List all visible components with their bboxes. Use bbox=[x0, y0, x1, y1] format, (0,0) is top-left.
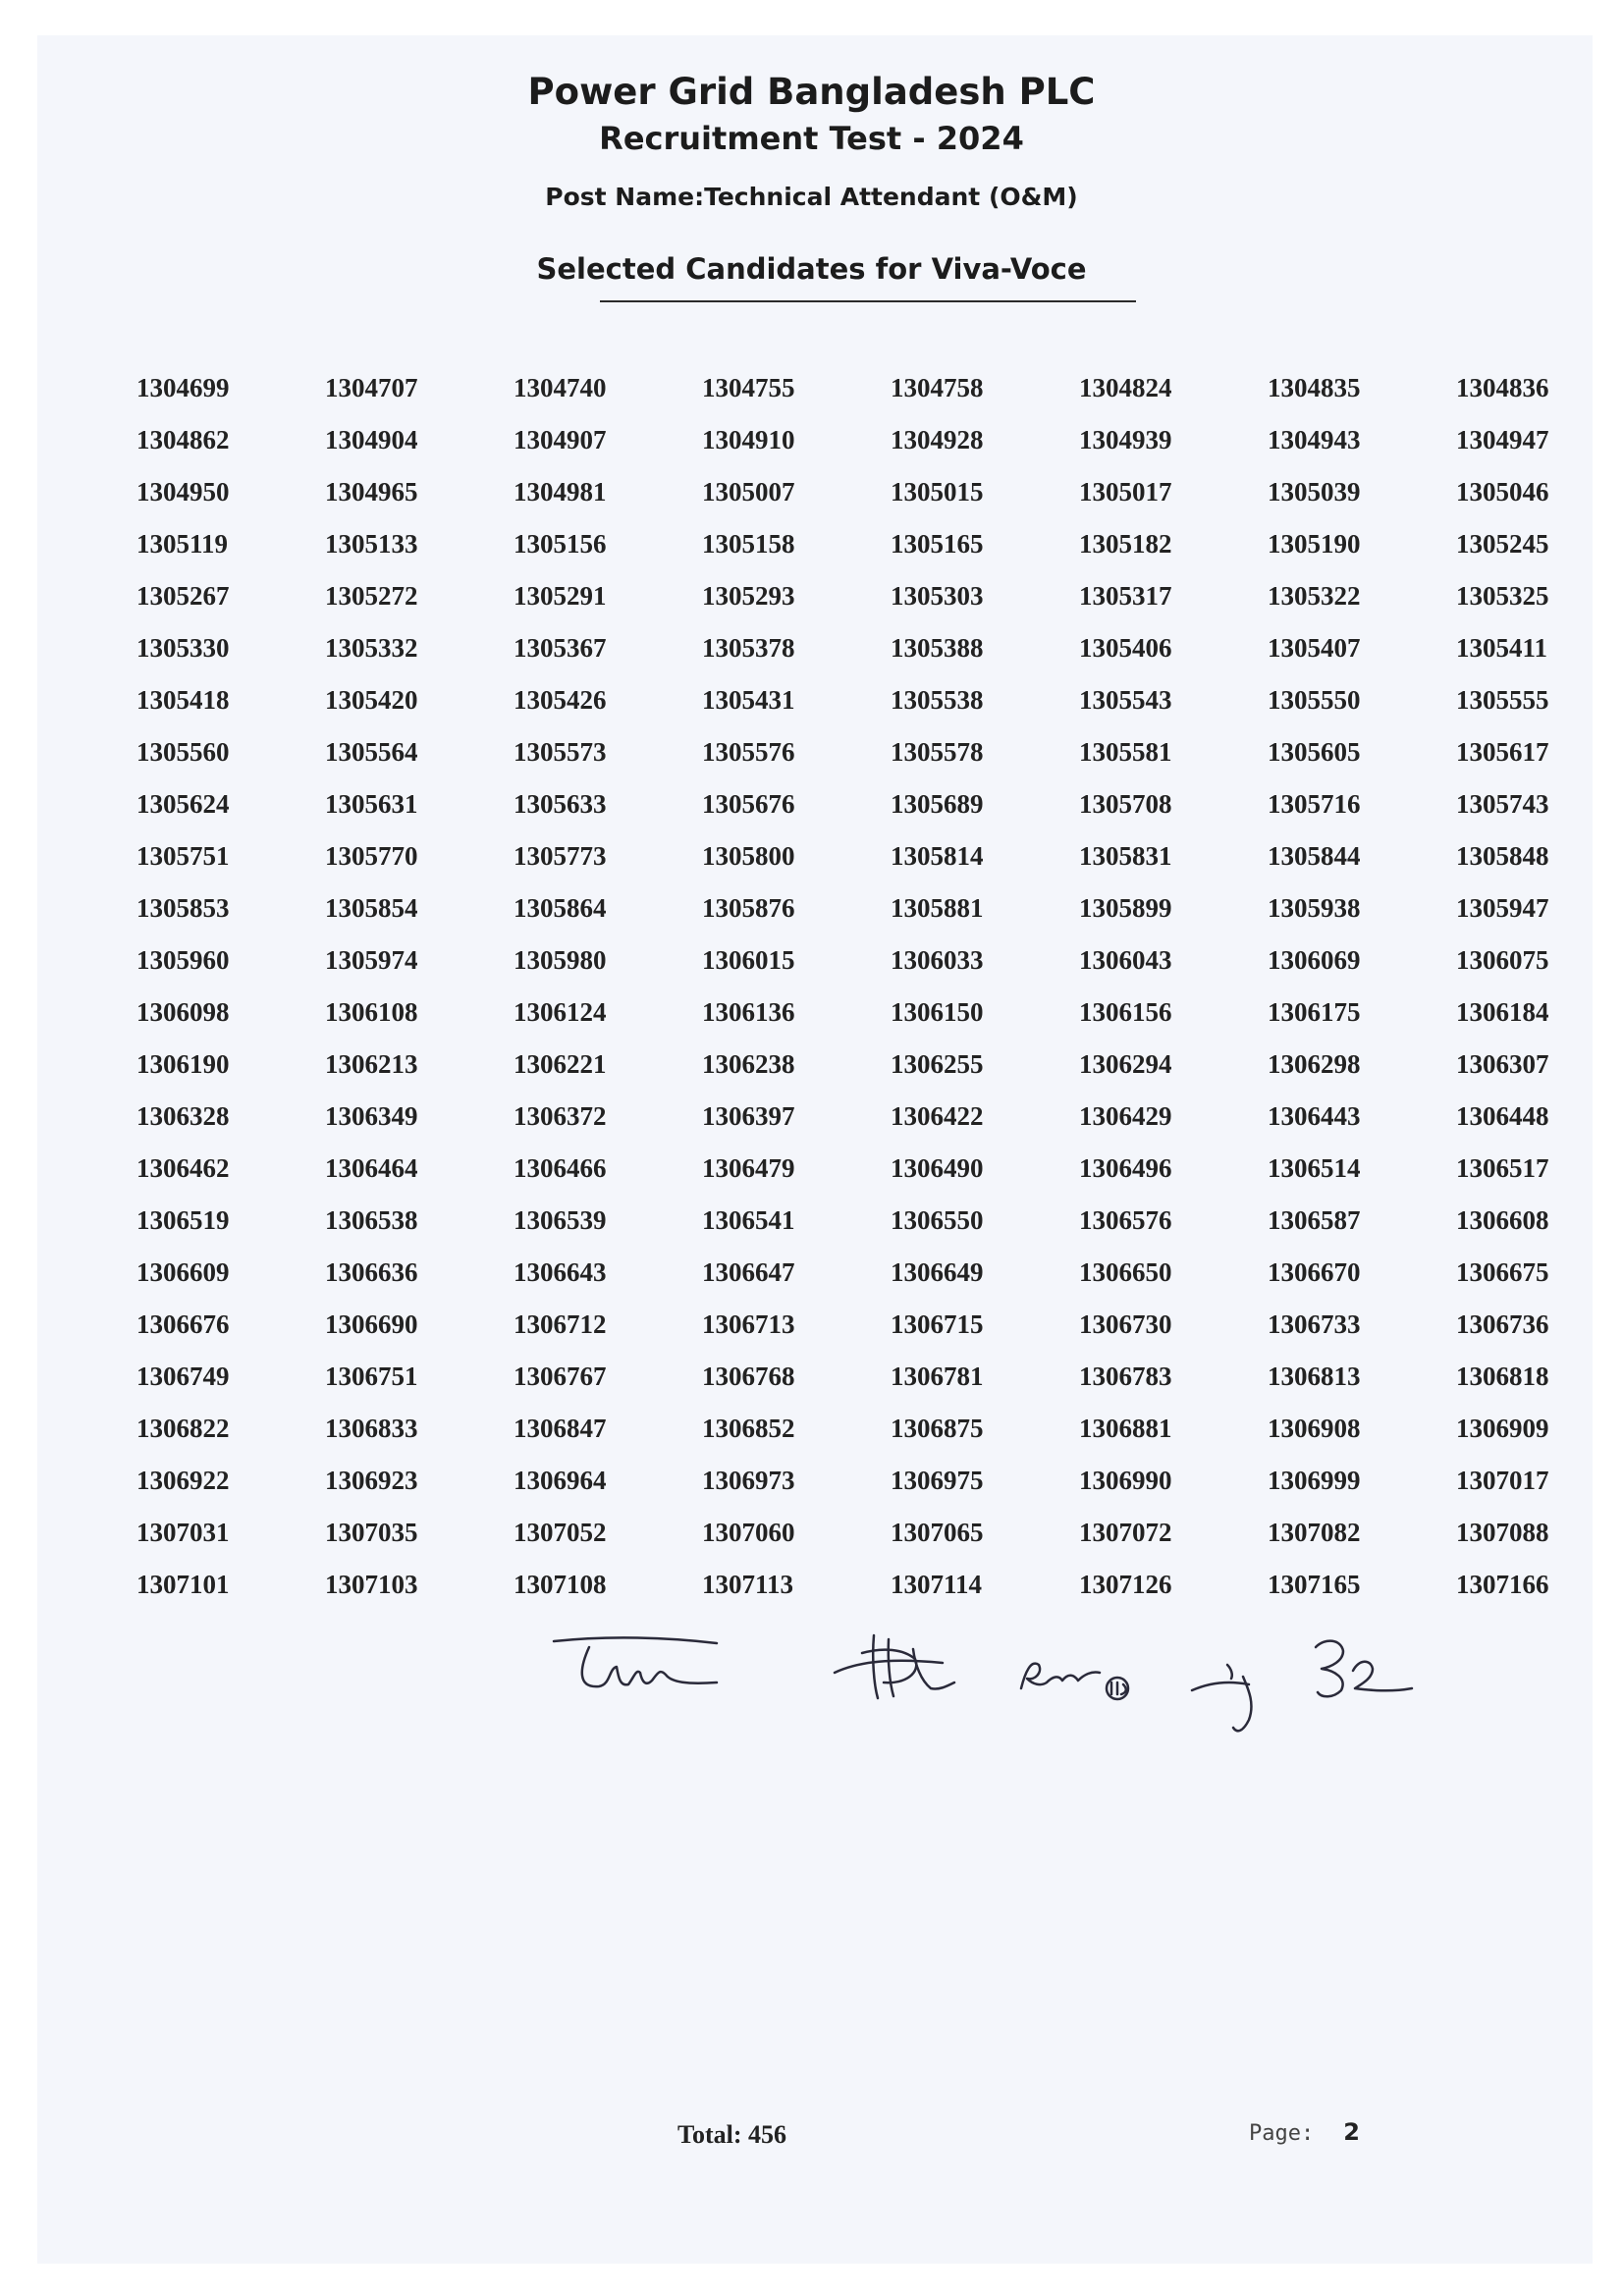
roll-number-cell: 1305624 bbox=[136, 789, 230, 819]
roll-number-cell: 1305564 bbox=[325, 737, 418, 767]
roll-number-cell: 1304907 bbox=[514, 425, 607, 454]
roll-number-cell: 1305773 bbox=[514, 841, 607, 871]
roll-number-cell: 1307126 bbox=[1079, 1570, 1172, 1599]
test-name: Recruitment Test - 2024 bbox=[599, 120, 1024, 157]
roll-number-cell: 1305576 bbox=[702, 737, 795, 767]
roll-number-cell: 1306908 bbox=[1268, 1414, 1361, 1443]
roll-number-cell: 1305325 bbox=[1456, 581, 1549, 611]
roll-number-cell: 1305015 bbox=[891, 477, 984, 507]
roll-number-cell: 1306422 bbox=[891, 1101, 984, 1131]
roll-number-cell: 1306975 bbox=[891, 1466, 984, 1495]
roll-number-cell: 1304950 bbox=[136, 477, 230, 507]
roll-number-cell: 1306875 bbox=[891, 1414, 984, 1443]
roll-number-cell: 1305800 bbox=[702, 841, 795, 871]
roll-number-cell: 1305267 bbox=[136, 581, 230, 611]
roll-number-cell: 1307088 bbox=[1456, 1518, 1549, 1547]
roll-number-cell: 1306712 bbox=[514, 1309, 607, 1339]
roll-number-cell: 1305332 bbox=[325, 633, 418, 663]
roll-number-cell: 1306098 bbox=[136, 997, 230, 1027]
roll-number-cell: 1305322 bbox=[1268, 581, 1361, 611]
roll-number-cell: 1304755 bbox=[702, 373, 795, 402]
roll-number-cell: 1304758 bbox=[891, 373, 984, 402]
roll-number-cell: 1304835 bbox=[1268, 373, 1361, 402]
roll-number-cell: 1307114 bbox=[891, 1570, 983, 1599]
roll-number-cell: 1305407 bbox=[1268, 633, 1361, 663]
signature-4 bbox=[1192, 1665, 1251, 1731]
roll-number-cell: 1306213 bbox=[325, 1049, 418, 1079]
roll-number-cell: 1305751 bbox=[136, 841, 230, 871]
roll-number-cell: 1306124 bbox=[514, 997, 607, 1027]
roll-number-cell: 1306670 bbox=[1268, 1257, 1361, 1287]
roll-number-cell: 1306733 bbox=[1268, 1309, 1361, 1339]
roll-number-cell: 1307031 bbox=[136, 1518, 230, 1547]
roll-number-cell: 1306349 bbox=[325, 1101, 418, 1131]
roll-number-cell: 1305689 bbox=[891, 789, 984, 819]
roll-number-cell: 1306221 bbox=[514, 1049, 607, 1079]
roll-number-cell: 1305814 bbox=[891, 841, 984, 871]
roll-number-cell: 1305017 bbox=[1079, 477, 1172, 507]
roll-number-cell: 1305876 bbox=[702, 893, 795, 923]
roll-number-cell: 1305367 bbox=[514, 633, 607, 663]
roll-number-cell: 1305431 bbox=[702, 685, 795, 715]
roll-number-cell: 1306156 bbox=[1079, 997, 1172, 1027]
roll-number-cell: 1304836 bbox=[1456, 373, 1549, 402]
signature-3 bbox=[1021, 1664, 1128, 1699]
roll-number-cell: 1304928 bbox=[891, 425, 984, 454]
heading-underline bbox=[600, 300, 1136, 302]
roll-number-cell: 1304947 bbox=[1456, 425, 1549, 454]
roll-number-cell: 1306768 bbox=[702, 1362, 795, 1391]
roll-number-cell: 1305899 bbox=[1079, 893, 1172, 923]
roll-number-cell: 1306636 bbox=[325, 1257, 418, 1287]
roll-number-cell: 1305291 bbox=[514, 581, 607, 611]
roll-number-cell: 1306150 bbox=[891, 997, 984, 1027]
roll-number-cell: 1306650 bbox=[1079, 1257, 1172, 1287]
roll-number-cell: 1306649 bbox=[891, 1257, 984, 1287]
roll-number-cell: 1306813 bbox=[1268, 1362, 1361, 1391]
roll-number-cell: 1305165 bbox=[891, 529, 984, 559]
roll-number-cell: 1306647 bbox=[702, 1257, 795, 1287]
roll-number-cell: 1305119 bbox=[136, 529, 229, 559]
roll-number-cell: 1306136 bbox=[702, 997, 795, 1027]
roll-number-cell: 1305573 bbox=[514, 737, 607, 767]
roll-number-cell: 1306576 bbox=[1079, 1205, 1172, 1235]
roll-number-cell: 1305245 bbox=[1456, 529, 1549, 559]
roll-number-cell: 1306964 bbox=[514, 1466, 607, 1495]
roll-number-cell: 1305947 bbox=[1456, 893, 1549, 923]
roll-number-cell: 1306781 bbox=[891, 1362, 984, 1391]
roll-number-cell: 1306767 bbox=[514, 1362, 607, 1391]
roll-number-cell: 1306783 bbox=[1079, 1362, 1172, 1391]
roll-number-cell: 1305411 bbox=[1456, 633, 1548, 663]
roll-number-cell: 1306922 bbox=[136, 1466, 230, 1495]
roll-number-cell: 1306676 bbox=[136, 1309, 230, 1339]
roll-number-cell: 1307065 bbox=[891, 1518, 984, 1547]
roll-number-cell: 1305388 bbox=[891, 633, 984, 663]
roll-number-cell: 1306749 bbox=[136, 1362, 230, 1391]
list-heading: Selected Candidates for Viva-Voce bbox=[536, 252, 1087, 286]
roll-number-cell: 1306690 bbox=[325, 1309, 418, 1339]
signature-2 bbox=[835, 1635, 954, 1698]
roll-number-cell: 1305864 bbox=[514, 893, 607, 923]
roll-number-cell: 1304707 bbox=[325, 373, 418, 402]
page-number-value: 2 bbox=[1343, 2118, 1360, 2146]
roll-number-cell: 1305190 bbox=[1268, 529, 1361, 559]
roll-number-cell: 1306462 bbox=[136, 1153, 230, 1183]
roll-number-cell: 1306397 bbox=[702, 1101, 795, 1131]
roll-number-cell: 1306328 bbox=[136, 1101, 230, 1131]
roll-number-cell: 1307166 bbox=[1456, 1570, 1549, 1599]
roll-number-cell: 1306550 bbox=[891, 1205, 984, 1235]
roll-number-cell: 1306069 bbox=[1268, 945, 1361, 975]
roll-number-cell: 1304740 bbox=[514, 373, 607, 402]
roll-number-cell: 1305550 bbox=[1268, 685, 1361, 715]
roll-number-cell: 1306075 bbox=[1456, 945, 1549, 975]
roll-number-cell: 1306429 bbox=[1079, 1101, 1172, 1131]
roll-number-cell: 1305831 bbox=[1079, 841, 1172, 871]
roll-number-cell: 1306751 bbox=[325, 1362, 418, 1391]
roll-number-cell: 1305158 bbox=[702, 529, 795, 559]
page-number bbox=[1249, 2118, 1360, 2146]
roll-number-cell: 1306496 bbox=[1079, 1153, 1172, 1183]
roll-number-cell: 1305974 bbox=[325, 945, 418, 975]
page-label: Page: bbox=[1249, 2121, 1315, 2146]
roll-number-cell: 1305426 bbox=[514, 685, 607, 715]
roll-number-cell: 1306466 bbox=[514, 1153, 607, 1183]
roll-number-cell: 1306715 bbox=[891, 1309, 984, 1339]
roll-number-cell: 1306713 bbox=[702, 1309, 795, 1339]
roll-number-cell: 1305046 bbox=[1456, 477, 1549, 507]
roll-number-cell: 1306541 bbox=[702, 1205, 795, 1235]
roll-number-cell: 1306539 bbox=[514, 1205, 607, 1235]
roll-number-cell: 1307082 bbox=[1268, 1518, 1361, 1547]
roll-number-cell: 1307108 bbox=[514, 1570, 607, 1599]
roll-number-cell: 1307103 bbox=[325, 1570, 418, 1599]
roll-number-cell: 1305708 bbox=[1079, 789, 1172, 819]
roll-number-cell: 1306255 bbox=[891, 1049, 984, 1079]
roll-number-cell: 1305676 bbox=[702, 789, 795, 819]
roll-number-cell: 1305605 bbox=[1268, 737, 1361, 767]
roll-number-cell: 1307017 bbox=[1456, 1466, 1549, 1495]
roll-number-cell: 1306517 bbox=[1456, 1153, 1549, 1183]
roll-number-cell: 1306175 bbox=[1268, 997, 1361, 1027]
roll-number-cell: 1305881 bbox=[891, 893, 984, 923]
roll-number-cell: 1307052 bbox=[514, 1518, 607, 1547]
roll-number-cell: 1305303 bbox=[891, 581, 984, 611]
roll-number-cell: 1305844 bbox=[1268, 841, 1361, 871]
roll-number-cell: 1304939 bbox=[1079, 425, 1172, 454]
roll-number-cell: 1306238 bbox=[702, 1049, 795, 1079]
roll-number-cell: 1305039 bbox=[1268, 477, 1361, 507]
roll-number-cell: 1306608 bbox=[1456, 1205, 1549, 1235]
roll-number-cell: 1306990 bbox=[1079, 1466, 1172, 1495]
roll-number-cell: 1305272 bbox=[325, 581, 418, 611]
roll-number-cell: 1304910 bbox=[702, 425, 795, 454]
roll-number-cell: 1306730 bbox=[1079, 1309, 1172, 1339]
roll-number-cell: 1306448 bbox=[1456, 1101, 1549, 1131]
roll-number-cell: 1305420 bbox=[325, 685, 418, 715]
roll-number-cell: 1304981 bbox=[514, 477, 607, 507]
roll-number-cell: 1306514 bbox=[1268, 1153, 1361, 1183]
roll-number-cell: 1306587 bbox=[1268, 1205, 1361, 1235]
roll-number-cell: 1305133 bbox=[325, 529, 418, 559]
roll-number-cell: 1305578 bbox=[891, 737, 984, 767]
roll-number-cell: 1306852 bbox=[702, 1414, 795, 1443]
roll-number-cell: 1305960 bbox=[136, 945, 230, 975]
roll-number-cell: 1305854 bbox=[325, 893, 418, 923]
roll-number-cell: 1306999 bbox=[1268, 1466, 1361, 1495]
roll-number-cell: 1305743 bbox=[1456, 789, 1549, 819]
roll-number-cell: 1307060 bbox=[702, 1518, 795, 1547]
roll-number-cell: 1306519 bbox=[136, 1205, 230, 1235]
roll-number-cell: 1305555 bbox=[1456, 685, 1549, 715]
roll-number-cell: 1306443 bbox=[1268, 1101, 1361, 1131]
roll-number-cell: 1306818 bbox=[1456, 1362, 1549, 1391]
signature-5 bbox=[1316, 1641, 1412, 1697]
roll-number-cell: 1305560 bbox=[136, 737, 230, 767]
roll-number-cell: 1306464 bbox=[325, 1153, 418, 1183]
roll-number-cell: 1306609 bbox=[136, 1257, 230, 1287]
roll-number-cell: 1305330 bbox=[136, 633, 230, 663]
roll-number-grid bbox=[136, 373, 1623, 1622]
roll-number-cell: 1306043 bbox=[1079, 945, 1172, 975]
roll-number-cell: 1306372 bbox=[514, 1101, 607, 1131]
roll-number-cell: 1306294 bbox=[1079, 1049, 1172, 1079]
roll-number-cell: 1305378 bbox=[702, 633, 795, 663]
roll-number-cell: 1306881 bbox=[1079, 1414, 1172, 1443]
roll-number-cell: 1305007 bbox=[702, 477, 795, 507]
total-count: Total: 456 bbox=[677, 2120, 786, 2149]
roll-number-cell: 1305156 bbox=[514, 529, 607, 559]
roll-number-cell: 1305631 bbox=[325, 789, 418, 819]
roll-number-cell: 1307101 bbox=[136, 1570, 230, 1599]
roll-number-cell: 1305418 bbox=[136, 685, 230, 715]
roll-number-cell: 1305543 bbox=[1079, 685, 1172, 715]
roll-number-cell: 1306923 bbox=[325, 1466, 418, 1495]
roll-number-cell: 1306643 bbox=[514, 1257, 607, 1287]
roll-number-cell: 1306015 bbox=[702, 945, 795, 975]
roll-number-cell: 1305538 bbox=[891, 685, 984, 715]
roll-number-cell: 1304699 bbox=[136, 373, 230, 402]
roll-number-cell: 1307165 bbox=[1268, 1570, 1361, 1599]
post-name: Post Name:Technical Attendant (O&M) bbox=[545, 183, 1078, 211]
roll-number-cell: 1306108 bbox=[325, 997, 418, 1027]
roll-number-cell: 1305317 bbox=[1079, 581, 1172, 611]
roll-number-cell: 1307113 bbox=[702, 1570, 794, 1599]
roll-number-cell: 1306298 bbox=[1268, 1049, 1361, 1079]
roll-number-cell: 1306184 bbox=[1456, 997, 1549, 1027]
roll-number-cell: 1307072 bbox=[1079, 1518, 1172, 1547]
roll-number-cell: 1306538 bbox=[325, 1205, 418, 1235]
roll-number-cell: 1305581 bbox=[1079, 737, 1172, 767]
roll-number-cell: 1305853 bbox=[136, 893, 230, 923]
roll-number-cell: 1305633 bbox=[514, 789, 607, 819]
roll-number-cell: 1304862 bbox=[136, 425, 230, 454]
roll-number-cell: 1306307 bbox=[1456, 1049, 1549, 1079]
signatures bbox=[550, 1629, 1571, 1767]
roll-number-cell: 1306490 bbox=[891, 1153, 984, 1183]
roll-number-cell: 1304904 bbox=[325, 425, 418, 454]
roll-number-cell: 1304943 bbox=[1268, 425, 1361, 454]
roll-number-cell: 1306822 bbox=[136, 1414, 230, 1443]
signature-1 bbox=[554, 1637, 717, 1686]
roll-number-cell: 1306479 bbox=[702, 1153, 795, 1183]
roll-number-cell: 1306847 bbox=[514, 1414, 607, 1443]
roll-number-cell: 1305980 bbox=[514, 945, 607, 975]
roll-number-cell: 1306973 bbox=[702, 1466, 795, 1495]
organization-name: Power Grid Bangladesh PLC bbox=[527, 71, 1096, 113]
roll-number-cell: 1306909 bbox=[1456, 1414, 1549, 1443]
roll-number-cell: 1305182 bbox=[1079, 529, 1172, 559]
roll-number-cell: 1306736 bbox=[1456, 1309, 1549, 1339]
roll-number-cell: 1306833 bbox=[325, 1414, 418, 1443]
roll-number-cell: 1304824 bbox=[1079, 373, 1172, 402]
roll-number-cell: 1304965 bbox=[325, 477, 418, 507]
roll-number-cell: 1305293 bbox=[702, 581, 795, 611]
roll-number-cell: 1307035 bbox=[325, 1518, 418, 1547]
roll-number-cell: 1305770 bbox=[325, 841, 418, 871]
roll-number-cell: 1305716 bbox=[1268, 789, 1361, 819]
roll-number-cell: 1306033 bbox=[891, 945, 984, 975]
roll-number-cell: 1305617 bbox=[1456, 737, 1549, 767]
roll-number-cell: 1306675 bbox=[1456, 1257, 1549, 1287]
roll-number-cell: 1305406 bbox=[1079, 633, 1172, 663]
roll-number-cell: 1305848 bbox=[1456, 841, 1549, 871]
roll-number-cell: 1306190 bbox=[136, 1049, 230, 1079]
roll-number-cell: 1305938 bbox=[1268, 893, 1361, 923]
